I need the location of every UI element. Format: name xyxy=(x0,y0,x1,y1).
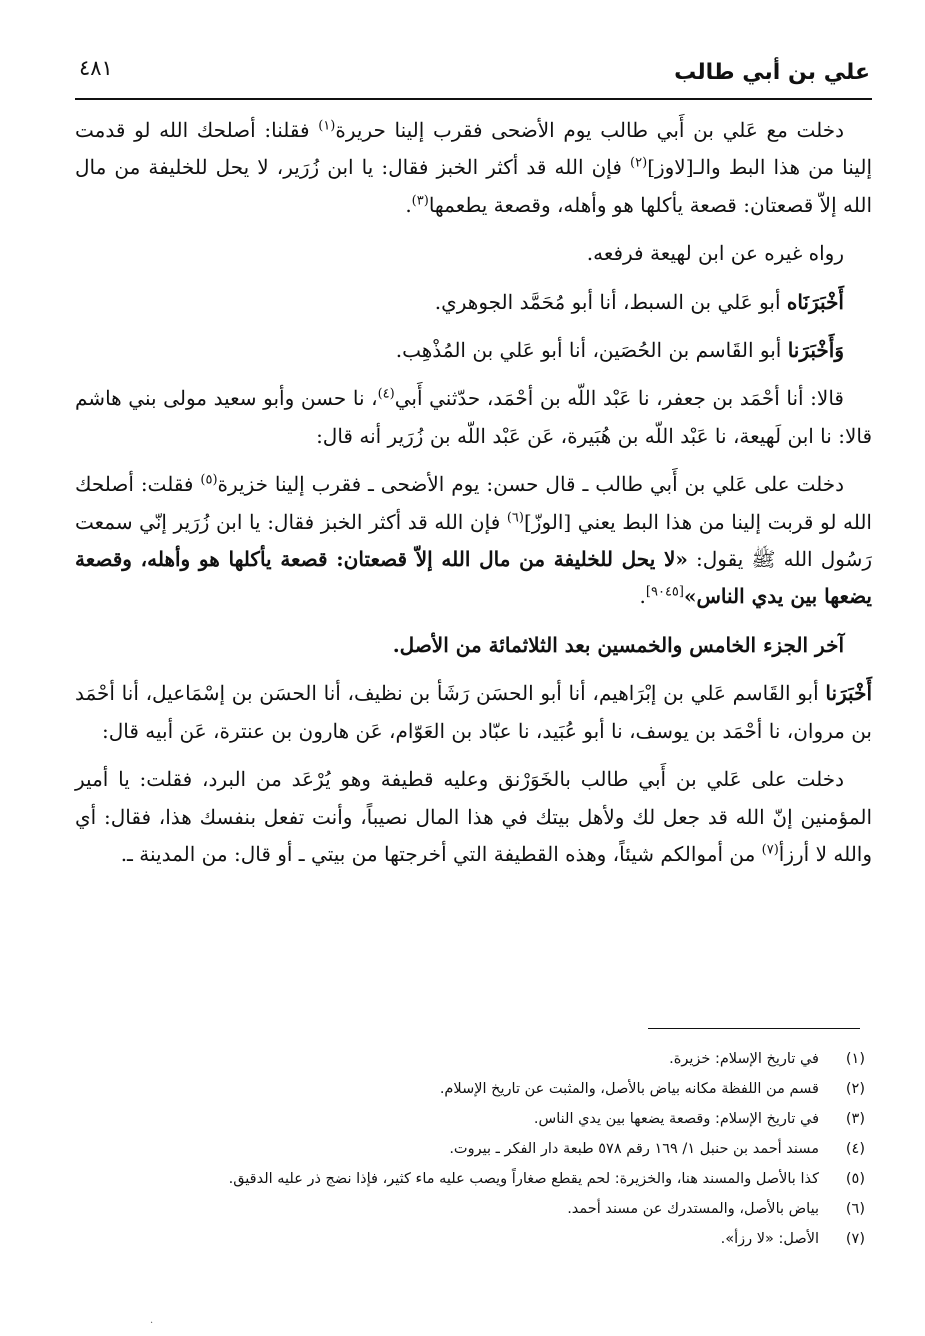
running-title: علي بن أبي طالب xyxy=(674,60,870,85)
footnote-text: بياض بالأصل، والمستدرك عن مسند أحمد. xyxy=(567,1201,819,1217)
footnote-reference: (٣) xyxy=(411,193,429,209)
footnote-number: (٢) xyxy=(845,1081,865,1097)
bold-text: آخر الجزء الخامس والخمسين بعد الثلاثمائة من الأصل. xyxy=(392,632,844,657)
footnote-item xyxy=(75,1104,865,1134)
footnote-text: في تاريخ الإسلام: وقصعة يضعها بين يدي الناس. xyxy=(533,1111,819,1127)
footnote-number: (٦) xyxy=(845,1201,865,1217)
text-run: دخلت على عَلي بن أَبي طالب بالخَوَرْنق وعليه قطيفة وهو يُرْعَد من البرد، فقلت: يا أمير المؤمنين إنّ الله قد جعل لك ولأهل بيتك في هذا المال نصيباً، وأنت تفعل بنفسك هذا، فقال: أي والله لا أرزأ xyxy=(75,767,872,866)
footnote-number: (٣) xyxy=(845,1111,865,1127)
footnote-number: (١) xyxy=(845,1051,865,1067)
footnotes xyxy=(75,1044,865,1254)
footnote-reference: (٧) xyxy=(761,842,779,858)
footnote-reference: (٦) xyxy=(506,510,524,525)
footnote-item xyxy=(75,1074,865,1104)
text-run: دخلت على عَلي بن أَبي طالب ـ قال حسن: يوم الأضحى ـ فقرب إلينا خزيرة xyxy=(217,472,844,497)
page-number: ٤٨١ xyxy=(79,56,113,80)
footnote-rule xyxy=(648,1028,860,1029)
text-run: فإن الله قد أكثر الخبز فقال: يا ابن زُرَير إنّي سمعت رَسُول الله ﷺ يقول: xyxy=(75,509,872,572)
footnote-reference: [٩٠٤٥] xyxy=(645,584,684,600)
text-paragraph xyxy=(75,380,872,455)
text-run: فإن الله قد أكثر الخبز فقال: يا ابن زُرَير، لا يحل للخليفة من مال الله إلاّ قصعتان: قصعة يأكلها هو وأهله، وقصعة يطعمها xyxy=(75,155,872,217)
footnote-reference: (٤) xyxy=(377,386,395,402)
footnote-item xyxy=(75,1044,865,1074)
text-run: فقلنا: أصلحك الله لو قدمت إلينا من هذا البط والـ[لاوز] xyxy=(75,118,872,180)
text-paragraph xyxy=(75,675,872,750)
bold-text: «لا يحل للخليفة من مال الله إلاّ قصعتان: قصعة يأكلها هو وأهله، وقصعة يضعها بين يدي الناس» xyxy=(75,547,872,609)
scan-speck: · xyxy=(150,1318,154,1329)
text-paragraph xyxy=(75,332,872,369)
footnote-text: الأصل: «لا رزأ». xyxy=(720,1231,819,1247)
text-run: رواه غيره عن ابن لهيعة فرفعه. xyxy=(586,241,844,266)
bold-text: أَخْبَرَنَاه xyxy=(786,289,844,314)
text-run: فقلت: أصلحك الله لو قربت إلينا من هذا البط يعني [الوزّ] xyxy=(75,472,872,534)
footnote-number: (٤) xyxy=(845,1141,865,1157)
footnote-item xyxy=(75,1164,865,1194)
text-run: أبو عَلي بن السبط، أنا أبو مُحَمَّد الجوهري. xyxy=(434,289,787,314)
footnote-item xyxy=(75,1134,865,1164)
text-paragraph xyxy=(75,761,872,873)
text-paragraph xyxy=(75,466,872,616)
footnote-item xyxy=(75,1224,865,1254)
footnote-reference: (٥) xyxy=(200,472,218,488)
footnote-reference: (١) xyxy=(318,118,336,134)
footnote-text: مسند أحمد بن حنبل ١/ ١٦٩ رقم ٥٧٨ طبعة دار الفكر ـ بيروت. xyxy=(449,1141,819,1157)
bold-text: أَخْبَرَنا xyxy=(825,681,872,706)
text-run: ، نا حسن وأبو سعيد مولى بني هاشم قالا: نا ابن لَهيعة، نا عَبْد اللّه بن هُبَيرة، عَن عَبْد اللّه بن زُرَير أنه قال: xyxy=(75,386,872,448)
text-paragraph xyxy=(75,284,872,321)
text-paragraph xyxy=(75,112,872,224)
text-run: . xyxy=(405,192,412,217)
text-run: أبو القَاسم عَلي بن إبْرَاهيم، أنا أبو الحسَن رَشَأ بن نظيف، أنا الحسَن بن إسْمَاعيل، أنا أحْمَد بن مروان، نا أحْمَد بن يوسف، نا أبو عُبَيد، نا عبّاد بن العَوّام، عَن هارون بن عنترة، عَن أبيه قال: xyxy=(75,681,872,743)
footnote-item xyxy=(75,1194,865,1224)
footnote-text: قسم من اللفظة مكانه بياض بالأصل، والمثبت عن تاريخ الإسلام. xyxy=(439,1081,819,1097)
text-run: . xyxy=(639,584,646,609)
text-paragraph xyxy=(75,235,872,272)
text-run: أبو القَاسم بن الحُصَين، أنا أبو عَلي بن المُذْهِب. xyxy=(395,338,788,363)
running-header xyxy=(75,46,872,98)
bold-text: وَأَخْبَرَنا xyxy=(787,338,844,363)
footnote-reference: (٢) xyxy=(630,155,648,171)
main-text xyxy=(75,112,872,884)
footnote-number: (٥) xyxy=(845,1171,865,1187)
text-run: قالا: أنا أحْمَد بن جعفر، نا عَبْد اللّه بن أحْمَد، حدّثني أَبي xyxy=(394,386,844,411)
text-run: من أموالكم شيئاً، وهذه القطيفة التي أخرجتها من بيتي ـ أو قال: من المدينة ـ. xyxy=(120,841,762,866)
footnote-text: في تاريخ الإسلام: خزيرة. xyxy=(669,1051,819,1067)
text-paragraph xyxy=(75,627,872,664)
text-run: دخلت مع عَلي بن أَبي طالب يوم الأضحى فقرب إلينا حريرة xyxy=(335,118,845,142)
header-rule xyxy=(75,98,872,100)
footnote-number: (٧) xyxy=(845,1231,865,1247)
footnote-text: كذا بالأصل والمسند هنا، والخزيرة: لحم يقطع صغاراً ويصب عليه ماء كثير، فإذا نضج ذر عليه الدقيق. xyxy=(228,1171,819,1187)
